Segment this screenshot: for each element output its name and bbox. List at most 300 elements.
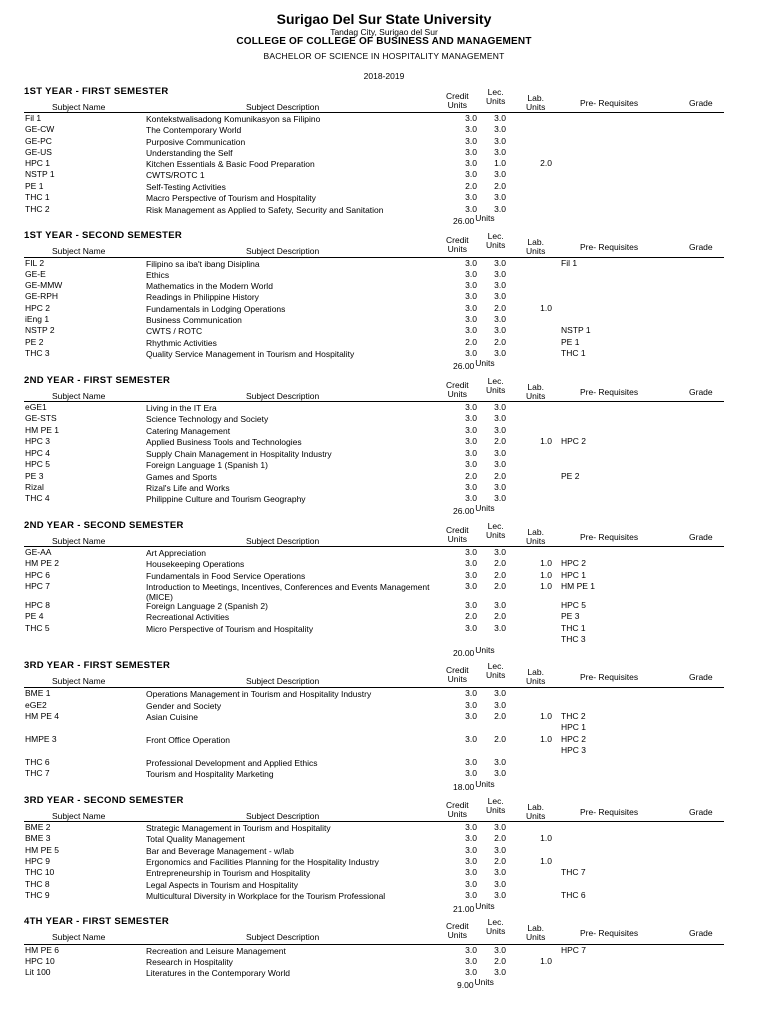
credit-units: 3.0 bbox=[465, 113, 477, 123]
table-row bbox=[0, 413, 768, 424]
table-row bbox=[0, 890, 768, 901]
total-units-label: Units bbox=[475, 779, 495, 789]
header-line: Units bbox=[486, 96, 506, 106]
subject-name-header: Subject Name bbox=[52, 536, 106, 546]
lec-units: 3.0 bbox=[494, 413, 506, 423]
lec-units: 2.0 bbox=[494, 711, 506, 721]
lab-units-header bbox=[526, 924, 545, 942]
credit-units: 3.0 bbox=[465, 169, 477, 179]
credit-units: 3.0 bbox=[465, 402, 477, 412]
credit-units: 3.0 bbox=[465, 890, 477, 900]
credit-units: 3.0 bbox=[465, 856, 477, 866]
table-row bbox=[0, 436, 768, 447]
header-line: Units bbox=[447, 674, 468, 684]
credit-units-header bbox=[446, 801, 469, 819]
header-line: Units bbox=[486, 670, 506, 680]
lab-units: 1.0 bbox=[540, 956, 552, 966]
credit-units: 3.0 bbox=[465, 158, 477, 168]
credit-units: 3.0 bbox=[465, 581, 477, 591]
credit-units: 3.0 bbox=[465, 768, 477, 778]
credit-units: 3.0 bbox=[465, 448, 477, 458]
subject-code: GE-US bbox=[25, 147, 52, 157]
grade-header: Grade bbox=[689, 532, 713, 542]
lec-units: 3.0 bbox=[494, 945, 506, 955]
subject-code: BME 3 bbox=[25, 833, 51, 843]
credit-units: 3.0 bbox=[465, 833, 477, 843]
semester-title: 2ND YEAR - SECOND SEMESTER bbox=[24, 520, 184, 531]
lec-units: 3.0 bbox=[494, 700, 506, 710]
prerequisite-item: PE 1 bbox=[561, 337, 580, 347]
credit-units: 3.0 bbox=[465, 459, 477, 469]
credit-units: 3.0 bbox=[465, 493, 477, 503]
subject-code: NSTP 2 bbox=[25, 325, 55, 335]
credit-units: 3.0 bbox=[465, 547, 477, 557]
prerequisites bbox=[561, 558, 586, 569]
subject-description: Multicultural Diversity in Workplace for the Tourism Professional bbox=[146, 891, 386, 901]
subject-code: Lit 100 bbox=[25, 967, 51, 977]
subject-code: HPC 4 bbox=[25, 448, 51, 458]
subject-description: Micro Perspective of Tourism and Hospitality bbox=[146, 624, 314, 634]
lec-units: 3.0 bbox=[494, 169, 506, 179]
semester-total bbox=[453, 645, 495, 658]
table-row bbox=[0, 337, 768, 348]
prerequisite-item: HPC 2 bbox=[561, 558, 587, 568]
subject-description: Foreign Language 2 (Spanish 2) bbox=[146, 601, 268, 611]
subject-code: THC 2 bbox=[25, 204, 50, 214]
subject-name-header: Subject Name bbox=[52, 932, 106, 942]
subject-description: Ergonomics and Facilities Planning for the Hospitality Industry bbox=[146, 857, 379, 867]
total-units-label: Units bbox=[475, 901, 495, 911]
subject-name-header: Subject Name bbox=[52, 102, 106, 112]
subject-code: HPC 8 bbox=[25, 600, 51, 610]
prerequisite-item: THC 2 bbox=[561, 711, 586, 721]
subject-description: CWTS / ROTC bbox=[146, 326, 203, 336]
lec-units: 3.0 bbox=[494, 124, 506, 134]
header-line: Units bbox=[486, 805, 506, 815]
credit-units: 3.0 bbox=[465, 348, 477, 358]
total-units-value: 9.00 bbox=[457, 980, 474, 990]
lec-units: 3.0 bbox=[494, 688, 506, 698]
lec-units: 3.0 bbox=[494, 459, 506, 469]
lec-units: 3.0 bbox=[494, 192, 506, 202]
university-city: Tandag City, Surigao del Sur bbox=[330, 27, 438, 37]
prerequisites bbox=[561, 867, 586, 878]
credit-units: 3.0 bbox=[465, 600, 477, 610]
table-row bbox=[0, 402, 768, 413]
subject-description: Readings in Philippine History bbox=[146, 292, 259, 302]
subject-description: Kontekstwalisadong Komunikasyon sa Filipino bbox=[146, 114, 321, 124]
total-units-value: 26.00 bbox=[453, 506, 475, 516]
table-row bbox=[0, 822, 768, 833]
subject-description: Introduction to Meetings, Incentives, Conferences and Events Management (MICE) bbox=[146, 582, 430, 602]
lec-units: 3.0 bbox=[494, 890, 506, 900]
lec-units: 3.0 bbox=[494, 204, 506, 214]
table-row bbox=[0, 258, 768, 269]
subject-code: HM PE 5 bbox=[25, 845, 60, 855]
subject-description: The Contemporary World bbox=[146, 125, 242, 135]
table-row bbox=[0, 314, 768, 325]
prerequisite-item: THC 6 bbox=[561, 890, 586, 900]
subject-code: HM PE 6 bbox=[25, 945, 60, 955]
lab-units-header bbox=[526, 94, 545, 112]
prerequisites bbox=[561, 600, 586, 611]
header-line: Lab. bbox=[527, 923, 544, 933]
subject-description: Macro Perspective of Tourism and Hospitality bbox=[146, 193, 316, 203]
subject-description: Bar and Beverage Management - w/lab bbox=[146, 846, 294, 856]
lec-units: 3.0 bbox=[494, 757, 506, 767]
semester-title: 2ND YEAR - FIRST SEMESTER bbox=[24, 375, 171, 386]
grade-header: Grade bbox=[689, 928, 713, 938]
subject-description-header: Subject Description bbox=[246, 536, 320, 546]
lec-units: 3.0 bbox=[494, 113, 506, 123]
subject-code: BME 1 bbox=[25, 688, 51, 698]
table-row bbox=[0, 945, 768, 956]
table-row bbox=[0, 581, 768, 602]
subject-description: Purposive Communication bbox=[146, 137, 246, 147]
subject-code: HPC 1 bbox=[25, 158, 51, 168]
semester-total bbox=[457, 977, 494, 990]
credit-units: 3.0 bbox=[465, 688, 477, 698]
credit-units-header bbox=[446, 922, 469, 940]
university-name: Surigao Del Sur State University bbox=[276, 11, 492, 27]
subject-code: GE-AA bbox=[25, 547, 52, 557]
subject-description: Entrepreneurship in Tourism and Hospitality bbox=[146, 868, 311, 878]
table-row bbox=[0, 204, 768, 215]
prerequisite-item: HPC 2 bbox=[561, 436, 587, 446]
subject-code: THC 5 bbox=[25, 623, 50, 633]
table-row bbox=[0, 768, 768, 779]
credit-units: 2.0 bbox=[465, 181, 477, 191]
credit-units: 3.0 bbox=[465, 413, 477, 423]
header-line: Units bbox=[526, 536, 546, 546]
credit-units: 3.0 bbox=[465, 124, 477, 134]
semester-total bbox=[453, 213, 495, 226]
total-units-value: 21.00 bbox=[453, 904, 475, 914]
subject-code: PE 1 bbox=[25, 181, 44, 191]
table-row bbox=[0, 459, 768, 470]
subject-description-header: Subject Description bbox=[246, 391, 320, 401]
header-line: Units bbox=[447, 809, 468, 819]
credit-units: 3.0 bbox=[465, 291, 477, 301]
lec-units: 2.0 bbox=[494, 956, 506, 966]
subject-description: Living in the IT Era bbox=[146, 403, 217, 413]
lec-units: 3.0 bbox=[494, 867, 506, 877]
subject-code: THC 6 bbox=[25, 757, 50, 767]
lab-units: 1.0 bbox=[540, 711, 552, 721]
lec-units: 2.0 bbox=[494, 303, 506, 313]
lec-units: 2.0 bbox=[494, 558, 506, 568]
table-row bbox=[0, 493, 768, 504]
subject-description: Business Communication bbox=[146, 315, 242, 325]
grade-header: Grade bbox=[689, 672, 713, 682]
header-line: Units bbox=[526, 246, 546, 256]
subject-code: HPC 5 bbox=[25, 459, 51, 469]
semester-total bbox=[453, 779, 495, 792]
semester-total bbox=[453, 503, 495, 516]
table-row bbox=[0, 879, 768, 890]
header-line: Units bbox=[486, 926, 506, 936]
prerequisites-header: Pre- Requisites bbox=[580, 242, 639, 252]
header-line: Credit bbox=[446, 525, 469, 535]
subject-description: Rhythmic Activities bbox=[146, 338, 217, 348]
subject-description: Games and Sports bbox=[146, 472, 217, 482]
credit-units: 2.0 bbox=[465, 611, 477, 621]
lec-units-header bbox=[486, 918, 505, 936]
subject-code: THC 3 bbox=[25, 348, 50, 358]
subject-description: Strategic Management in Tourism and Hospitality bbox=[146, 823, 331, 833]
lec-units: 2.0 bbox=[494, 734, 506, 744]
lec-units: 3.0 bbox=[494, 822, 506, 832]
header-line: Credit bbox=[446, 380, 469, 390]
lab-units: 1.0 bbox=[540, 734, 552, 744]
total-units-label: Units bbox=[475, 358, 495, 368]
prerequisite-item: Fil 1 bbox=[561, 258, 578, 268]
header-line: Lec. bbox=[487, 661, 504, 671]
subject-code: THC 8 bbox=[25, 879, 50, 889]
lec-units: 3.0 bbox=[494, 314, 506, 324]
credit-units: 3.0 bbox=[465, 425, 477, 435]
credit-units: 3.0 bbox=[465, 204, 477, 214]
lab-units: 1.0 bbox=[540, 833, 552, 843]
header-line: Units bbox=[526, 811, 546, 821]
lec-units-header bbox=[486, 88, 505, 106]
lec-units: 3.0 bbox=[494, 291, 506, 301]
subject-code: HPC 2 bbox=[25, 303, 51, 313]
table-row bbox=[0, 856, 768, 867]
subject-description: CWTS/ROTC 1 bbox=[146, 170, 205, 180]
subject-code: GE-E bbox=[25, 269, 46, 279]
table-row bbox=[0, 113, 768, 124]
credit-units: 3.0 bbox=[465, 967, 477, 977]
header-line: Lec. bbox=[487, 376, 504, 386]
prerequisite-item: HPC 2 bbox=[561, 734, 587, 744]
credit-units: 2.0 bbox=[465, 337, 477, 347]
prerequisites bbox=[561, 711, 586, 733]
header-line: Lab. bbox=[527, 382, 544, 392]
prerequisites-header: Pre- Requisites bbox=[580, 928, 639, 938]
subject-code: HPC 3 bbox=[25, 436, 51, 446]
table-row bbox=[0, 734, 768, 755]
total-units-label: Units bbox=[474, 977, 494, 987]
credit-units-header bbox=[446, 92, 469, 110]
subject-description: Recreational Activities bbox=[146, 612, 230, 622]
total-units-value: 26.00 bbox=[453, 361, 475, 371]
credit-units: 3.0 bbox=[465, 822, 477, 832]
lec-units: 3.0 bbox=[494, 147, 506, 157]
college-name: COLLEGE OF COLLEGE OF BUSINESS AND MANAGEMENT bbox=[236, 36, 532, 47]
table-row bbox=[0, 623, 768, 644]
subject-code: HPC 10 bbox=[25, 956, 55, 966]
subject-description: Gender and Society bbox=[146, 701, 222, 711]
grade-header: Grade bbox=[689, 98, 713, 108]
lec-units: 3.0 bbox=[494, 547, 506, 557]
prerequisites-header: Pre- Requisites bbox=[580, 387, 639, 397]
prerequisite-item: PE 2 bbox=[561, 471, 580, 481]
prerequisite-item: HPC 7 bbox=[561, 945, 587, 955]
semester-title: 1ST YEAR - FIRST SEMESTER bbox=[24, 86, 169, 97]
grade-header: Grade bbox=[689, 387, 713, 397]
header-line: Units bbox=[447, 534, 468, 544]
prerequisite-item: NSTP 1 bbox=[561, 325, 591, 335]
credit-units-header bbox=[446, 526, 469, 544]
subject-description: Tourism and Hospitality Marketing bbox=[146, 769, 274, 779]
lec-units: 3.0 bbox=[494, 768, 506, 778]
subject-code: HM PE 4 bbox=[25, 711, 60, 721]
subject-description: Foreign Language 1 (Spanish 1) bbox=[146, 460, 268, 470]
lab-units-header bbox=[526, 528, 545, 546]
lab-units-header bbox=[526, 668, 545, 686]
lec-units-header bbox=[486, 522, 505, 540]
prerequisites bbox=[561, 734, 586, 756]
subject-code: HPC 6 bbox=[25, 570, 51, 580]
table-row bbox=[0, 711, 768, 732]
header-line: Lab. bbox=[527, 93, 544, 103]
subject-code: HPC 9 bbox=[25, 856, 51, 866]
credit-units-header bbox=[446, 236, 469, 254]
lec-units: 2.0 bbox=[494, 581, 506, 591]
lec-units: 1.0 bbox=[494, 158, 506, 168]
subject-description: Risk Management as Applied to Safety, Security and Sanitation bbox=[146, 205, 384, 215]
subject-code: HMPE 3 bbox=[25, 734, 57, 744]
table-row bbox=[0, 448, 768, 459]
prerequisite-item: HPC 3 bbox=[561, 745, 587, 755]
table-row bbox=[0, 348, 768, 359]
subject-code: GE-PC bbox=[25, 136, 52, 146]
header-line: Lab. bbox=[527, 667, 544, 677]
program-name: BACHELOR OF SCIENCE IN HOSPITALITY MANAGEMENT bbox=[263, 51, 505, 61]
header-line: Credit bbox=[446, 665, 469, 675]
total-units-label: Units bbox=[475, 645, 495, 655]
lec-units: 3.0 bbox=[494, 425, 506, 435]
subject-name-header: Subject Name bbox=[52, 391, 106, 401]
lec-units: 3.0 bbox=[494, 258, 506, 268]
header-line: Lec. bbox=[487, 521, 504, 531]
subject-code: eGE2 bbox=[25, 700, 47, 710]
table-row bbox=[0, 570, 768, 581]
table-row bbox=[0, 147, 768, 158]
prerequisite-item: HPC 1 bbox=[561, 570, 587, 580]
lec-units: 3.0 bbox=[494, 845, 506, 855]
subject-code: GE-CW bbox=[25, 124, 55, 134]
subject-name-header: Subject Name bbox=[52, 811, 106, 821]
prerequisites bbox=[561, 623, 586, 645]
semester-title: 3RD YEAR - FIRST SEMESTER bbox=[24, 660, 171, 671]
prerequisites bbox=[561, 258, 577, 269]
table-row bbox=[0, 482, 768, 493]
lec-units: 2.0 bbox=[494, 436, 506, 446]
table-row bbox=[0, 600, 768, 611]
table-row bbox=[0, 158, 768, 169]
subject-code: iEng 1 bbox=[25, 314, 50, 324]
table-row bbox=[0, 757, 768, 768]
subject-description: Kitchen Essentials & Basic Food Preparation bbox=[146, 159, 315, 169]
total-units-value: 26.00 bbox=[453, 216, 475, 226]
credit-units: 3.0 bbox=[465, 258, 477, 268]
table-row bbox=[0, 325, 768, 336]
lec-units-header bbox=[486, 797, 505, 815]
header-line: Units bbox=[447, 100, 468, 110]
semester-title: 4TH YEAR - FIRST SEMESTER bbox=[24, 916, 170, 927]
subject-description: Quality Service Management in Tourism and Hospitality bbox=[146, 349, 355, 359]
credit-units: 3.0 bbox=[465, 482, 477, 492]
subject-code: PE 4 bbox=[25, 611, 44, 621]
header-line: Credit bbox=[446, 91, 469, 101]
subject-code: HM PE 1 bbox=[25, 425, 60, 435]
header-line: Units bbox=[486, 530, 506, 540]
semester-total bbox=[453, 358, 495, 371]
table-row bbox=[0, 303, 768, 314]
subject-description: Asian Cuisine bbox=[146, 712, 198, 722]
lec-units-header bbox=[486, 662, 505, 680]
table-row bbox=[0, 845, 768, 856]
lec-units: 2.0 bbox=[494, 337, 506, 347]
subject-code: GE-RPH bbox=[25, 291, 59, 301]
prerequisites bbox=[561, 325, 591, 336]
header-line: Lab. bbox=[527, 527, 544, 537]
table-row bbox=[0, 867, 768, 878]
prerequisites bbox=[561, 581, 595, 592]
subject-description: Housekeeping Operations bbox=[146, 559, 245, 569]
prerequisite-item: HM PE 1 bbox=[561, 581, 596, 591]
lec-units: 3.0 bbox=[494, 493, 506, 503]
subject-description-header: Subject Description bbox=[246, 932, 320, 942]
lec-units: 2.0 bbox=[494, 181, 506, 191]
table-row bbox=[0, 291, 768, 302]
prerequisite-item: HPC 5 bbox=[561, 600, 587, 610]
header-line: Lec. bbox=[487, 87, 504, 97]
credit-units: 3.0 bbox=[465, 303, 477, 313]
table-row bbox=[0, 967, 768, 978]
subject-description: Mathematics in the Modern World bbox=[146, 281, 273, 291]
prerequisites bbox=[561, 611, 579, 622]
subject-code: GE-MMW bbox=[25, 280, 63, 290]
credit-units: 3.0 bbox=[465, 147, 477, 157]
credit-units: 3.0 bbox=[465, 845, 477, 855]
table-row bbox=[0, 558, 768, 569]
subject-description-header: Subject Description bbox=[246, 811, 320, 821]
header-line: Units bbox=[526, 391, 546, 401]
header-line: Units bbox=[486, 385, 506, 395]
credit-units: 3.0 bbox=[465, 734, 477, 744]
credit-units: 3.0 bbox=[465, 956, 477, 966]
subject-code: HPC 7 bbox=[25, 581, 51, 591]
lec-units: 2.0 bbox=[494, 611, 506, 621]
lab-units-header bbox=[526, 803, 545, 821]
prerequisites bbox=[561, 348, 586, 359]
lab-units: 1.0 bbox=[540, 570, 552, 580]
subject-description: Legal Aspects in Tourism and Hospitality bbox=[146, 880, 298, 890]
header-line: Credit bbox=[446, 921, 469, 931]
prerequisites-header: Pre- Requisites bbox=[580, 672, 639, 682]
header-line: Units bbox=[526, 676, 546, 686]
credit-units-header bbox=[446, 381, 469, 399]
subject-description-header: Subject Description bbox=[246, 676, 320, 686]
credit-units: 3.0 bbox=[465, 269, 477, 279]
table-row bbox=[0, 169, 768, 180]
credit-units: 3.0 bbox=[465, 280, 477, 290]
prerequisites bbox=[561, 890, 586, 901]
header-line: Units bbox=[526, 102, 546, 112]
table-row bbox=[0, 956, 768, 967]
subject-code: THC 4 bbox=[25, 493, 50, 503]
lec-units: 3.0 bbox=[494, 967, 506, 977]
lec-units: 3.0 bbox=[494, 623, 506, 633]
credit-units: 3.0 bbox=[465, 314, 477, 324]
lab-units-header bbox=[526, 383, 545, 401]
subject-code: THC 10 bbox=[25, 867, 55, 877]
lec-units: 3.0 bbox=[494, 325, 506, 335]
lec-units: 2.0 bbox=[494, 856, 506, 866]
